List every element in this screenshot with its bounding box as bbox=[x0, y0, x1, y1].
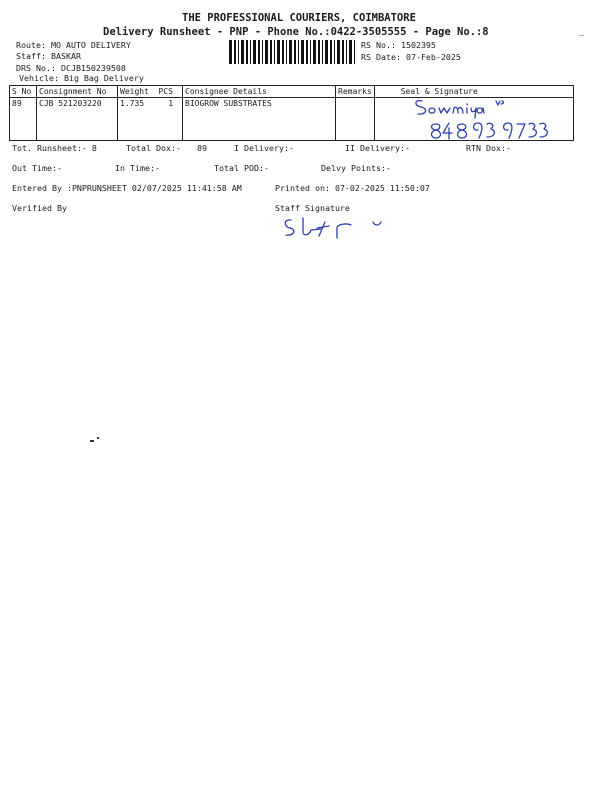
scan-speck bbox=[97, 437, 99, 439]
in-time: In Time:- bbox=[115, 163, 160, 173]
col-header-weight: Weight bbox=[120, 87, 149, 96]
delvy-points: Delvy Points:- bbox=[321, 163, 391, 173]
printed-on: Printed on: 07-02-2025 11:50:07 bbox=[275, 183, 430, 193]
col-header-consignee: Consignee Details bbox=[183, 86, 336, 98]
tot-runsheet: Tot. Runsheet:- 8 bbox=[12, 143, 97, 153]
vehicle-text: Vehicle: Big Bag Delivery bbox=[19, 73, 144, 83]
out-time: Out Time:- bbox=[12, 163, 62, 173]
company-title: THE PROFESSIONAL COURIERS, COIMBATORE bbox=[182, 12, 416, 24]
col-header-seal: Seal & Signature bbox=[374, 86, 573, 98]
route-text: Route: MO AUTO DELIVERY bbox=[16, 40, 131, 50]
col-header-weight-pcs bbox=[118, 86, 183, 98]
cell-consignee: BIOGROW SUBSTRATES bbox=[183, 98, 336, 141]
ii-delivery: II Delivery:- bbox=[345, 143, 410, 153]
i-delivery: I Delivery:- bbox=[234, 143, 294, 153]
col-header-pcs: PCS bbox=[158, 87, 173, 96]
cell-weight-pcs bbox=[118, 98, 183, 141]
cell-consignment: CJB 521203220 bbox=[37, 98, 118, 141]
rs-date: RS Date: 07-Feb-2025 bbox=[361, 52, 461, 62]
total-dox-value: 89 bbox=[197, 143, 207, 153]
rtn-dox: RTN Dox:- bbox=[466, 143, 511, 153]
corner-mark: — bbox=[579, 30, 584, 40]
cell-weight: 1.735 bbox=[120, 99, 145, 108]
barcode bbox=[229, 40, 355, 64]
seal-signature-name-handwriting bbox=[412, 95, 512, 119]
entered-by: Entered By :PNPRUNSHEET 02/07/2025 11:41:58 AM bbox=[12, 183, 242, 193]
scan-speck bbox=[90, 440, 94, 442]
staff-signature-handwriting bbox=[281, 214, 391, 244]
staff-signature-label: Staff Signature bbox=[275, 203, 350, 213]
rs-number: RS No.: 1502395 bbox=[361, 40, 436, 50]
col-header-sno: S No bbox=[10, 86, 37, 98]
col-header-consignment: Consignment No bbox=[37, 86, 118, 98]
seal-signature-phone-handwriting bbox=[428, 120, 553, 144]
col-header-remarks: Remarks bbox=[336, 86, 375, 98]
cell-sno: 89 bbox=[10, 98, 37, 141]
total-pod: Total POD:- bbox=[214, 163, 269, 173]
verified-by-label: Verified By bbox=[12, 203, 67, 213]
cell-remarks bbox=[336, 98, 375, 141]
drs-number: DRS No.: DCJB150239508 bbox=[16, 63, 126, 73]
total-dox-label: Total Dox:- bbox=[126, 143, 181, 153]
cell-pcs: 1 bbox=[168, 99, 174, 108]
staff-text: Staff: BASKAR bbox=[16, 51, 81, 61]
runsheet-subtitle: Delivery Runsheet - PNP - Phone No.:0422-3505555 - Page No.:8 bbox=[103, 26, 489, 38]
